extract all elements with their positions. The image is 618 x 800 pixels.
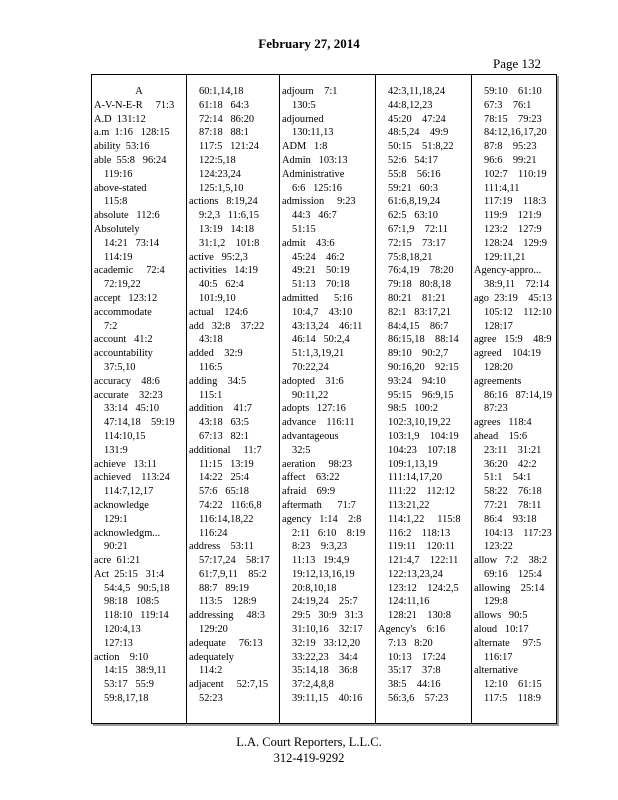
index-entry: accuracy 48:6 (94, 375, 160, 387)
index-entry: actual 124:6 (189, 306, 248, 318)
word-index-box (91, 74, 557, 724)
index-reference-line: 90:16,20 92:15 (388, 361, 459, 373)
index-reference-line: 76:4,19 78:20 (388, 265, 454, 277)
index-entry: a.m 1:16 128:15 (94, 127, 170, 139)
index-reference-line: 129:8 (484, 596, 508, 608)
reporter-name: L.A. Court Reporters, L.L.C. (236, 735, 382, 749)
index-entry: A.D 131:12 (94, 113, 146, 125)
index-entry: able 55:8 96:24 (94, 154, 167, 166)
index-column-1 (92, 75, 186, 723)
index-reference-line: 72:14 86:20 (199, 113, 255, 125)
index-reference-line: 116:5 (199, 361, 223, 373)
index-reference-line: 31:10,16 32:17 (292, 624, 363, 636)
index-entry: admit 43:6 (282, 237, 335, 249)
index-reference-line: 116:2 118:13 (388, 527, 451, 539)
index-reference-line: 105:12 112:10 (484, 306, 552, 318)
index-entry: advantageous (282, 430, 339, 442)
index-entry: ahead 15:6 (474, 430, 528, 442)
index-reference-line: 57:17,24 58:17 (199, 555, 270, 567)
index-reference-line: 86:16 87:14,19 (484, 389, 553, 401)
index-entry: ago 23:19 45:13 (474, 292, 552, 304)
index-entry: action 9:10 (94, 651, 149, 663)
index-reference-line: 117:5 118:9 (484, 693, 541, 705)
index-reference-line: 13:19 14:18 (199, 223, 255, 235)
index-reference-line: 47:14,18 59:19 (104, 417, 175, 429)
index-reference-line: 46:14 50:2,4 (292, 334, 350, 346)
index-reference-line: 102:7 110:19 (484, 168, 547, 180)
index-entry: add 32:8 37:22 (189, 320, 265, 332)
index-reference-line: 35:17 37:8 (388, 665, 441, 677)
index-entry: actions 8:19,24 (189, 196, 258, 208)
index-reference-line: 38:5 44:16 (388, 679, 441, 691)
index-reference-line: 124:11,16 (388, 596, 430, 608)
index-reference-line: 114:10,15 (104, 430, 146, 442)
index-entry: account 41:2 (94, 334, 153, 346)
index-reference-line: 104:23 107:18 (388, 444, 457, 456)
index-entry: above-stated (94, 182, 147, 194)
index-entry: accommodate (94, 306, 152, 318)
index-entry: allow 7:2 38:2 (474, 555, 548, 567)
index-entry: achieve 13:11 (94, 458, 157, 470)
index-entry: accept 123:12 (94, 292, 158, 304)
index-entry: accurate 32:23 (94, 389, 163, 401)
index-entry: Agency-appro... (474, 265, 542, 277)
index-reference-line: 57:6 65:18 (199, 486, 249, 498)
index-reference-line: 118:10 119:14 (104, 610, 169, 622)
index-reference-line: 75:8,18,21 (388, 251, 433, 263)
index-reference-line: 89:10 90:2,7 (388, 348, 449, 360)
index-entry: agency 1:14 2:8 (282, 513, 362, 525)
index-reference-line: 35:14,18 36:8 (292, 665, 358, 677)
index-reference-line: 51:1 54:1 (484, 472, 532, 484)
index-reference-line: 87:18 88:1 (199, 127, 249, 139)
index-reference-line: 128:24 129:9 (484, 237, 547, 249)
index-reference-line: 43:18 63:5 (199, 417, 249, 429)
index-reference-line: 104:13 117:23 (484, 527, 552, 539)
index-entry: aeration 98:23 (282, 458, 353, 470)
index-entry: agreements (474, 375, 522, 387)
index-entry: Administrative (282, 168, 345, 180)
index-entry: Absolutely (94, 223, 140, 235)
index-column-2 (186, 75, 279, 723)
index-reference-line: 33:14 45:10 (104, 403, 160, 415)
index-reference-line: 69:16 125:4 (484, 568, 542, 580)
index-reference-line: 40:5 62:4 (199, 279, 244, 291)
index-reference-line: 10:4,7 43:10 (292, 306, 353, 318)
index-entry: adopted 31:6 (282, 375, 344, 387)
index-reference-line: 103:1,9 104:19 (388, 430, 459, 442)
index-reference-line: 87:23 (484, 403, 508, 415)
index-entry: acknowledgm... (94, 527, 161, 539)
index-reference-line: 50:15 51:8,22 (388, 141, 454, 153)
index-reference-line: 72:19,22 (104, 279, 141, 291)
index-entry: addressing 48:3 (189, 610, 265, 622)
index-reference-line: 61:7,9,11 85:2 (199, 568, 267, 580)
index-entry: alternative (474, 665, 518, 677)
index-reference-line: 53:17 55:9 (104, 679, 154, 691)
index-reference-line: 36:20 42:2 (484, 458, 537, 470)
index-entry: adopts 127:16 (282, 403, 346, 415)
index-reference-line: 124:23,24 (199, 168, 241, 180)
index-reference-line: 6:6 125:16 (292, 182, 342, 194)
index-reference-line: 74:22 116:6,8 (199, 499, 262, 511)
index-entry: agree 15:9 48:9 (474, 334, 552, 346)
index-reference-line: 14:22 25:4 (199, 472, 249, 484)
index-reference-line: 77:21 78:11 (484, 499, 542, 511)
index-reference-line: 116:24 (199, 527, 228, 539)
index-reference-line: 127:13 (104, 637, 133, 649)
index-reference-line: 61:6,8,19,24 (388, 196, 441, 208)
index-reference-line: 23:11 31:21 (484, 444, 542, 456)
index-entry: advance 116:11 (282, 417, 355, 429)
index-entry: achieved 113:24 (94, 472, 170, 484)
index-reference-line: 102:3,10,19,22 (388, 417, 451, 429)
index-reference-line: 33:22,23 34:4 (292, 651, 358, 663)
index-entry: Act 25:15 31:4 (94, 568, 165, 580)
index-reference-line: 86:15,18 88:14 (388, 334, 459, 346)
index-reference-line: 42:3,11,18,24 (388, 86, 446, 97)
index-reference-line: 123:22 (484, 541, 513, 553)
index-letter-heading: A (135, 86, 143, 97)
index-entry: A-V-N-E-R 71:3 (94, 99, 175, 111)
index-reference-line: 52:23 (199, 693, 223, 705)
index-reference-line: 45:20 47:24 (388, 113, 446, 125)
index-reference-line: 84:4,15 86:7 (388, 320, 449, 332)
index-reference-line: 130:11,13 (292, 127, 334, 139)
index-entry: Admin 103:13 (282, 154, 348, 166)
index-reference-line: 101:9,10 (199, 292, 236, 304)
index-column-4 (375, 75, 471, 723)
index-reference-line: 79:18 80:8,18 (388, 279, 451, 291)
index-reference-line: 111:22 112:12 (388, 486, 455, 498)
index-entry: aloud 10:17 (474, 624, 529, 636)
index-reference-line: 70:22,24 (292, 361, 329, 373)
index-reference-line: 129:1 (104, 513, 128, 525)
reporter-phone: 312-419-9292 (273, 751, 345, 765)
index-reference-line: 82:1 83:17,21 (388, 306, 451, 318)
index-reference-line: 59:10 61:10 (484, 86, 542, 97)
index-reference-line: 116:14,18,22 (199, 513, 254, 525)
index-entry: ability 53:16 (94, 141, 150, 153)
index-entry: ADM 1:8 (282, 141, 328, 153)
index-reference-line: 9:2,3 11:6,15 (199, 210, 259, 222)
index-reference-line: 56:3,6 57:23 (388, 693, 449, 705)
index-reference-line: 131:9 (104, 444, 128, 456)
index-reference-line: 111:14,17,20 (388, 472, 443, 484)
index-entry: accountability (94, 348, 153, 360)
index-reference-line: 117:19 118:3 (484, 196, 547, 208)
index-reference-line: 122:13,23,24 (388, 568, 443, 580)
index-reference-line: 59:8,17,18 (104, 693, 149, 705)
index-reference-line: 12:10 61:15 (484, 679, 542, 691)
index-reference-line: 11:15 13:19 (199, 458, 254, 470)
index-reference-line: 121:4,7 122:11 (388, 555, 459, 567)
index-reference-line: 114:2 (199, 665, 223, 677)
index-reference-line: 7:2 (104, 320, 118, 332)
index-reference-line: 67:3 76:1 (484, 99, 532, 111)
index-reference-line: 67:13 82:1 (199, 430, 249, 442)
index-reference-line: 10:13 17:24 (388, 651, 446, 663)
index-reference-line: 29:5 30:9 31:3 (292, 610, 364, 622)
index-reference-line: 8:23 9:3,23 (292, 541, 348, 553)
index-reference-line: 52:6 54:17 (388, 154, 438, 166)
index-entry: adequate 76:13 (189, 637, 263, 649)
index-reference-line: 84:12,16,17,20 (484, 127, 547, 139)
index-entry: adjacent 52:7,15 (189, 679, 269, 691)
index-reference-line: 119:11 120:11 (388, 541, 455, 553)
index-reference-line: 128:20 (484, 361, 513, 373)
index-reference-line: 44:3 46:7 (292, 210, 337, 222)
index-reference-line: 44:8,12,23 (388, 99, 433, 111)
index-reference-line: 115:1 (199, 389, 223, 401)
index-reference-line: 119:9 121:9 (484, 210, 542, 222)
index-entry: address 53:11 (189, 541, 254, 553)
index-reference-line: 123:12 124:2,5 (388, 582, 459, 594)
index-reference-line: 117:5 121:24 (199, 141, 259, 153)
index-entry: adjourn 7:1 (282, 86, 338, 97)
index-reference-line: 48:5,24 49:9 (388, 127, 449, 139)
page-number: Page 132 (493, 56, 542, 71)
index-reference-line: 54:4,5 90:5,18 (104, 582, 170, 594)
index-reference-line: 45:24 46:2 (292, 251, 345, 263)
index-reference-line: 51:13 70:18 (292, 279, 350, 291)
index-reference-line: 119:16 (104, 168, 133, 180)
index-reference-line: 32:5 (292, 444, 311, 456)
index-reference-line: 37:2,4,8,8 (292, 679, 334, 691)
index-reference-line: 32:19 33:12,20 (292, 637, 361, 649)
index-reference-line: 114:7,12,17 (104, 486, 154, 498)
index-reference-line: 51:15 (292, 223, 316, 235)
index-entry: aftermath 71:7 (282, 499, 356, 511)
index-entry: adequately (189, 651, 235, 663)
index-reference-line: 113:5 128:9 (199, 596, 257, 608)
index-entry: additional 11:7 (189, 444, 262, 456)
index-reference-line: 98:18 108:5 (104, 596, 160, 608)
index-reference-line: 38:9,11 72:14 (484, 279, 550, 291)
index-reference-line: 24:19,24 25:7 (292, 596, 358, 608)
index-reference-line: 62:5 63:10 (388, 210, 438, 222)
index-reference-line: 86:4 93:18 (484, 513, 537, 525)
index-reference-line: 67:1,9 72:11 (388, 223, 448, 235)
index-reference-line: 128:21 130:8 (388, 610, 451, 622)
index-reference-line: 31:1,2 101:8 (199, 237, 260, 249)
index-reference-line: 125:1,5,10 (199, 182, 244, 194)
index-entry: affect 63:22 (282, 472, 340, 484)
index-entry: added 32:9 (189, 348, 243, 360)
index-entry: agrees 118:4 (474, 417, 532, 429)
index-reference-line: 95:15 96:9,15 (388, 389, 454, 401)
index-reference-line: 88:7 89:19 (199, 582, 249, 594)
index-reference-line: 111:4,11 (484, 182, 520, 194)
index-column-5 (471, 75, 557, 723)
index-reference-line: 37:5,10 (104, 361, 136, 373)
index-reference-line: 96:6 99:21 (484, 154, 537, 166)
index-entry: alternate 97:5 (474, 637, 542, 649)
index-reference-line: 90:21 (104, 541, 128, 553)
index-reference-line: 98:5 100:2 (388, 403, 438, 415)
index-reference-line: 114:19 (104, 251, 133, 263)
index-reference-line: 43:18 (199, 334, 223, 346)
index-reference-line: 58:22 76:18 (484, 486, 542, 498)
index-reference-line: 129:20 (199, 624, 228, 636)
index-reference-line: 61:18 64:3 (199, 99, 249, 111)
index-entry: academic 72:4 (94, 265, 165, 277)
index-entry: active 95:2,3 (189, 251, 248, 263)
index-reference-line: 123:2 127:9 (484, 223, 542, 235)
index-reference-line: 2:11 6:10 8:19 (292, 527, 366, 539)
index-reference-line: 19:12,13,16,19 (292, 568, 355, 580)
index-reference-line: 78:15 79:23 (484, 113, 542, 125)
index-reference-line: 114:1,22 115:8 (388, 513, 461, 525)
index-reference-line: 109:1,13,19 (388, 458, 438, 470)
index-entry: adjourned (282, 113, 324, 125)
index-reference-line: 129:11,21 (484, 251, 526, 263)
index-entry: afraid 69:9 (282, 486, 336, 498)
index-entry: allows 90:5 (474, 610, 528, 622)
index-entry: acknowledge (94, 499, 149, 511)
index-entry: agreed 104:19 (474, 348, 541, 360)
index-reference-line: 122:5,18 (199, 154, 236, 166)
index-reference-line: 113:21,22 (388, 499, 430, 511)
index-reference-line: 80:21 81:21 (388, 292, 446, 304)
index-reference-line: 7:13 8:20 (388, 637, 433, 649)
index-reference-line: 59:21 60:3 (388, 182, 438, 194)
index-entry: Agency's 6:16 (378, 624, 446, 636)
index-reference-line: 49:21 50:19 (292, 265, 350, 277)
index-reference-line: 55:8 56:16 (388, 168, 441, 180)
index-reference-line: 60:1,14,18 (199, 86, 244, 97)
index-reference-line: 11:13 19:4,9 (292, 555, 350, 567)
index-entry: admission 9:23 (282, 196, 356, 208)
index-reference-line: 43:13,24 46:11 (292, 320, 363, 332)
index-entry: admitted 5:16 (282, 292, 353, 304)
index-entry: adding 34:5 (189, 375, 247, 387)
index-reference-line: 14:21 73:14 (104, 237, 160, 249)
index-reference-line: 51:1,3,19,21 (292, 348, 345, 360)
index-reference-line: 87:8 95:23 (484, 141, 537, 153)
index-reference-line: 90:11,22 (292, 389, 329, 401)
index-reference-line: 120:4,13 (104, 624, 141, 636)
index-entry: activities 14:19 (189, 265, 258, 277)
index-entry: addition 41:7 (189, 403, 252, 415)
index-reference-line: 116:17 (484, 651, 513, 663)
index-reference-line: 20:8,10,18 (292, 582, 337, 594)
index-entry: allowing 25:14 (474, 582, 545, 594)
index-reference-line: 72:15 73:17 (388, 237, 446, 249)
index-reference-line: 115:8 (104, 196, 128, 208)
index-reference-line: 128:17 (484, 320, 513, 332)
index-reference-line: 93:24 94:10 (388, 375, 446, 387)
index-entry: absolute 112:6 (94, 210, 160, 222)
index-entry: acre 61:21 (94, 555, 141, 567)
document-date: February 27, 2014 (258, 36, 360, 51)
index-reference-line: 130:5 (292, 99, 316, 111)
index-reference-line: 14:15 38:9,11 (104, 665, 167, 677)
index-reference-line: 39:11,15 40:16 (292, 693, 363, 705)
index-column-3 (279, 75, 375, 723)
